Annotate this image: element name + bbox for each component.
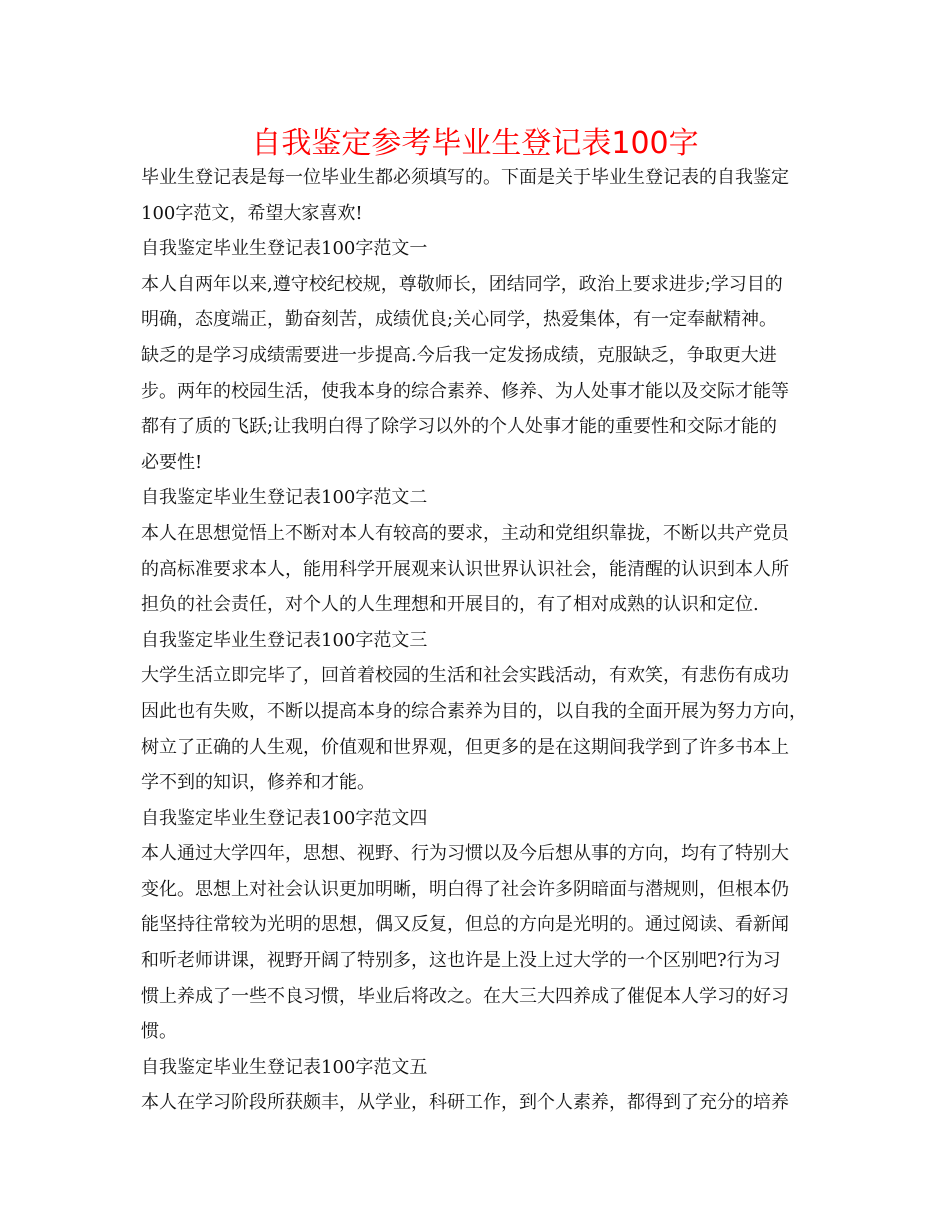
document-body [141,160,831,1121]
body-line: 明确，态度端正，勤奋刻苦，成绩优良;关心同学，热爱集体，有一定奉献精神。 [141,309,778,331]
body-line: 因此也有失败，不断以提高本身的综合素养为目的，以自我的全面开展为努力方向， [141,700,807,722]
section-heading: 自我鉴定毕业生登记表100字范文四 [141,807,428,829]
body-line: 大学生活立即完毕了，回首着校园的生活和社会实践活动，有欢笑，有悲伤有成功 [141,665,789,687]
body-line: 本人在思想觉悟上不断对本人有较高的要求，主动和党组织靠拢，不断以共产党员 [141,522,789,544]
body-line: 和听老师讲课，视野开阔了特别多，这也许是上没上过大学的一个区别吧?行为习 [141,950,781,972]
body-line: 能坚持往常较为光明的思想，偶又反复，但总的方向是光明的。通过阅读、看新闻 [141,914,789,936]
body-line: 缺乏的是学习成绩需要进一步提高.今后我一定发扬成绩，克服缺乏，争取更大进 [141,344,777,366]
body-line: 的高标准要求本人，能用科学开展观来认识世界认识社会，能清醒的认识到本人所 [141,558,789,580]
body-line: 100字范文，希望大家喜欢! [141,202,363,224]
body-line: 本人自两年以来,遵守校纪校规，尊敬师长，团结同学，政治上要求进步;学习目的 [141,273,783,295]
body-line: 本人通过大学四年，思想、视野、行为习惯以及今后想从事的方向，均有了特别大 [141,843,789,865]
body-line: 学不到的知识，修养和才能。 [141,772,375,794]
body-line: 担负的社会责任，对个人的人生理想和开展目的，有了相对成熟的认识和定位. [141,594,759,616]
document-title: 自我鉴定参考毕业生登记表100字 [251,126,699,161]
body-line: 惯。 [141,1021,177,1043]
body-line: 本人在学习阶段所获颇丰，从学业，科研工作，到个人素养，都得到了充分的培养 [141,1092,789,1114]
body-line: 都有了质的飞跃;让我明白得了除学习以外的个人处事才能的重要性和交际才能的 [141,416,778,438]
section-heading: 自我鉴定毕业生登记表100字范文一 [141,238,428,260]
body-line: 变化。思想上对社会认识更加明晰，明白得了社会许多阴暗面与潜规则，但根本仍 [141,878,789,900]
section-heading: 自我鉴定毕业生登记表100字范文五 [141,1056,428,1078]
body-line: 毕业生登记表是每一位毕业生都必须填写的。下面是关于毕业生登记表的自我鉴定 [141,167,789,188]
section-heading: 自我鉴定毕业生登记表100字范文三 [141,629,428,651]
body-line: 树立了正确的人生观，价值观和世界观，但更多的是在这期间我学到了许多书本上 [141,736,789,758]
body-line: 步。两年的校园生活，使我本身的综合素养、修养、为人处事才能以及交际才能等 [141,380,789,402]
body-line: 必要性! [141,451,203,473]
section-heading: 自我鉴定毕业生登记表100字范文二 [141,487,428,509]
body-line: 惯上养成了一些不良习惯，毕业后将改之。在大三大四养成了催促本人学习的好习 [141,985,789,1007]
